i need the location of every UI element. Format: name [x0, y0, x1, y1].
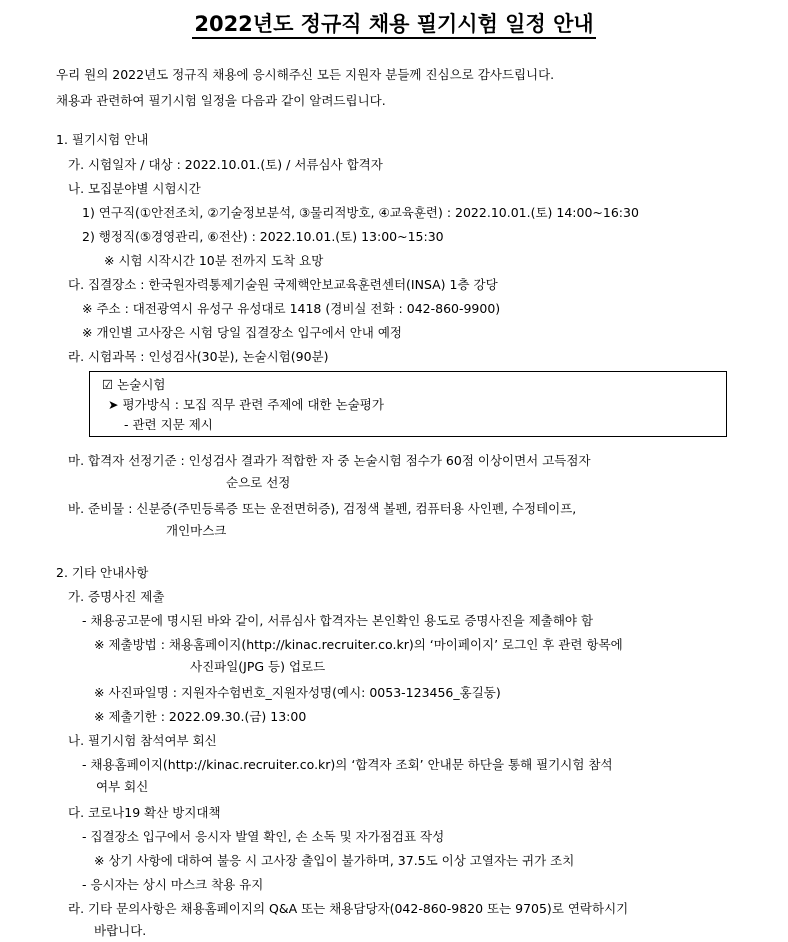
- section2-da-1: - 집결장소 입구에서 응시자 발열 확인, 손 소독 및 자가점검표 작성: [82, 829, 445, 844]
- section2-item-ra: 라. 기타 문의사항은 채용홈페이지의 Q&A 또는 채용담당자(042-860-9820 또는 9705)로 연락하시기: [68, 901, 629, 916]
- box-line-2: ➤ 평가방식 : 모집 직무 관련 주제에 대한 논술평가: [108, 397, 384, 412]
- intro-line-2: 채용과 관련하여 필기시험 일정을 다음과 같이 알려드립니다.: [56, 93, 386, 108]
- section2-item-ga: 가. 증명사진 제출: [68, 589, 165, 604]
- section1-da-note: ※ 개인별 고사장은 시험 당일 집결장소 입구에서 안내 예정: [82, 325, 402, 340]
- section1-item-na-1: 1) 연구직(①안전조치, ②기술정보분석, ③물리적방호, ④교육훈련) : 2022.10.01.(토) 14:00~16:30: [82, 205, 639, 220]
- box-line-1: ☑ 논술시험: [102, 377, 166, 392]
- section1-item-na: 나. 모집분야별 시험시간: [68, 181, 201, 196]
- section2-item-da: 다. 코로나19 확산 방지대책: [68, 805, 221, 820]
- page-title-text: 2022년도 정규직 채용 필기시험 일정 안내: [192, 12, 595, 39]
- section1-item-na-2: 2) 행정직(⑤경영관리, ⑥전산) : 2022.10.01.(토) 13:00~15:30: [82, 229, 444, 244]
- section2-da-note: ※ 상기 사항에 대하여 불응 시 고사장 출입이 불가하며, 37.5도 이상 고열자는 귀가 조치: [94, 853, 575, 868]
- section2-ga-filename: ※ 사진파일명 : 지원자수험번호_지원자성명(예시: 0053-123456_홍길동): [94, 685, 501, 700]
- section1-item-ma-cont: 순으로 선정: [226, 475, 291, 490]
- section1-da-address: ※ 주소 : 대전광역시 유성구 유성대로 1418 (경비실 전화 : 042-860-9900): [82, 301, 501, 316]
- page-title: [0, 8, 788, 38]
- section1-item-ba-cont: 개인마스크: [166, 523, 227, 538]
- section2-na-1: - 채용홈페이지(http://kinac.recruiter.co.kr)의 ‘합격자 조회’ 안내문 하단을 통해 필기시험 참석: [82, 757, 613, 772]
- section2-ga-method: ※ 제출방법 : 채용홈페이지(http://kinac.recruiter.co.kr)의 ‘마이페이지’ 로그인 후 관련 항목에: [94, 637, 623, 652]
- section2-ga-method-cont: 사진파일(JPG 등) 업로드: [190, 659, 326, 674]
- section1-item-da: 다. 집결장소 : 한국원자력통제기술원 국제핵안보교육훈련센터(INSA) 1층 강당: [68, 277, 498, 292]
- section1-heading: 1. 필기시험 안내: [56, 132, 149, 147]
- section2-ga-1: - 채용공고문에 명시된 바와 같이, 서류심사 합격자는 본인확인 용도로 증명사진을 제출해야 함: [82, 613, 594, 628]
- section1-item-ba: 바. 준비물 : 신분증(주민등록증 또는 운전면허증), 검정색 볼펜, 컴퓨터용 사인펜, 수정테이프,: [68, 501, 577, 516]
- section1-item-ra: 라. 시험과목 : 인성검사(30분), 논술시험(90분): [68, 349, 329, 364]
- section1-na-note: ※ 시험 시작시간 10분 전까지 도착 요망: [104, 253, 324, 268]
- intro-line-1: 우리 원의 2022년도 정규직 채용에 응시해주신 모든 지원자 분들께 진심으로 감사드립니다.: [56, 67, 555, 82]
- section2-item-ra-cont: 바랍니다.: [94, 923, 147, 938]
- section1-item-ma: 마. 합격자 선정기준 : 인성검사 결과가 적합한 자 중 논술시험 점수가 60점 이상이면서 고득점자: [68, 453, 591, 468]
- section2-da-2: - 응시자는 상시 마스크 착용 유지: [82, 877, 264, 892]
- section2-ga-deadline: ※ 제출기한 : 2022.09.30.(금) 13:00: [94, 709, 307, 724]
- essay-exam-box: [89, 371, 727, 437]
- section2-na-1-cont: 여부 회신: [96, 779, 149, 794]
- section1-item-ga: 가. 시험일자 / 대상 : 2022.10.01.(토) / 서류심사 합격자: [68, 157, 383, 172]
- section2-item-na: 나. 필기시험 참석여부 회신: [68, 733, 217, 748]
- box-line-3: - 관련 지문 제시: [124, 417, 213, 432]
- section2-heading: 2. 기타 안내사항: [56, 565, 149, 580]
